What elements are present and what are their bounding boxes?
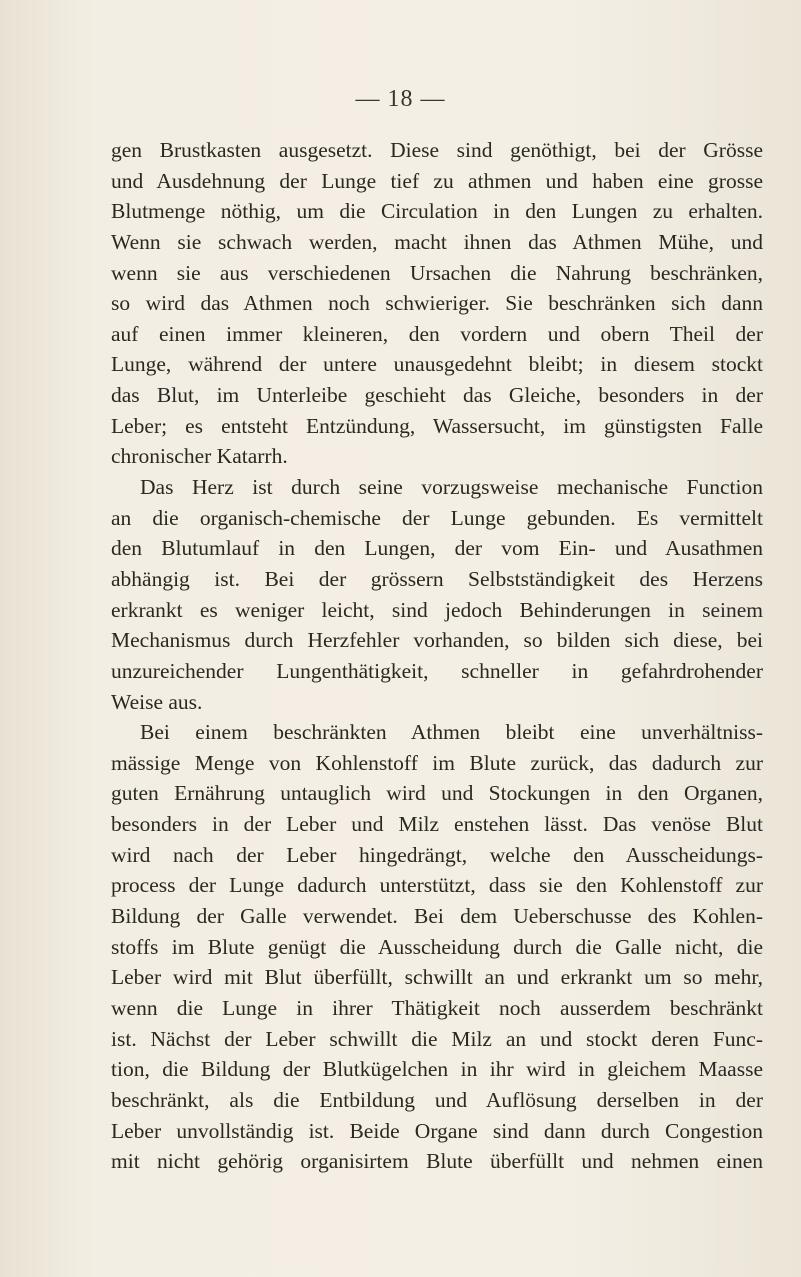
text-line: chronischer Katarrh. [111,444,288,469]
text-line: mässige Menge von Kohlenstoff im Blute zurück, das dadurch zur [111,750,763,775]
text-line: Leber unvollständig ist. Beide Organe sind dann durch Congestion [111,1118,763,1143]
text-line: Wenn sie schwach werden, macht ihnen das Athmen Mühe, und [111,229,763,254]
text-line: gen Brustkasten ausgesetzt. Diese sind genöthigt, bei der Grösse [111,138,763,162]
text-line: Weise aus. [111,689,203,714]
text-line: auf einen immer kleineren, den vordern und obern Theil der [111,321,763,346]
text-line: unzureichender Lungenthätigkeit, schneller in gefahrdrohender [111,658,763,683]
text-line: Bildung der Galle verwendet. Bei dem Ueberschusse des Kohlen- [111,904,763,929]
text-line: und Ausdehnung der Lunge tief zu athmen und haben eine grosse [111,168,763,193]
text-line: mit nicht gehörig organisirtem Blute überfüllt und nehmen einen [111,1149,763,1174]
text-line: so wird das Athmen noch schwieriger. Sie beschränken sich dann [111,291,763,316]
text-line: Bei einem beschränkten Athmen bleibt eine unverhältniss- [140,720,763,745]
text-line: tion, die Bildung der Blutkügelchen in ihr wird in gleichem Maasse [111,1057,763,1082]
text-line: beschränkt, als die Entbildung und Auflösung derselben in der [111,1087,763,1112]
page-number: — 18 — [355,86,446,112]
text-line: wenn die Lunge in ihrer Thätigkeit noch ausserdem beschränkt [111,995,763,1020]
text-line: Mechanismus durch Herzfehler vorhanden, so bilden sich diese, bei [111,628,763,653]
text-line: abhängig ist. Bei der grössern Selbstständigkeit des Herzens [111,566,763,591]
text-line: ist. Nächst der Leber schwillt die Milz an und stockt deren Func- [111,1026,763,1051]
text-line: an die organisch-chemische der Lunge gebunden. Es vermittelt [111,505,763,530]
text-line: stoffs im Blute genügt die Ausscheidung durch die Galle nicht, die [111,934,763,959]
text-line: das Blut, im Unterleibe geschieht das Gleiche, besonders in der [111,383,763,408]
text-line: process der Lunge dadurch unterstützt, dass sie den Kohlenstoff zur [111,873,763,898]
text-line: wenn sie aus verschiedenen Ursachen die Nahrung beschränken, [111,260,763,285]
text-line: Blutmenge nöthig, um die Circulation in den Lungen zu erhalten. [111,199,763,224]
text-line: Leber wird mit Blut überfüllt, schwillt an und erkrankt um so mehr, [111,965,763,990]
text-line: guten Ernährung untauglich wird und Stockungen in den Organen, [111,781,763,806]
text-line: Lunge, während der untere unausgedehnt bleibt; in diesem stockt [111,352,763,377]
text-line: Das Herz ist durch seine vorzugsweise mechanische Function [140,475,763,500]
text-line: erkrankt es weniger leicht, sind jedoch Behinderungen in seinem [111,597,763,622]
text-line: besonders in der Leber und Milz enstehen lässt. Das venöse Blut [111,812,763,837]
text-line: Leber; es entsteht Entzündung, Wassersucht, im günstigsten Falle [111,413,763,438]
text-line: den Blutumlauf in den Lungen, der vom Ein- und Ausathmen [111,536,763,561]
body-text [111,135,763,1177]
text-line: wird nach der Leber hingedrängt, welche den Ausscheidungs- [111,842,763,867]
